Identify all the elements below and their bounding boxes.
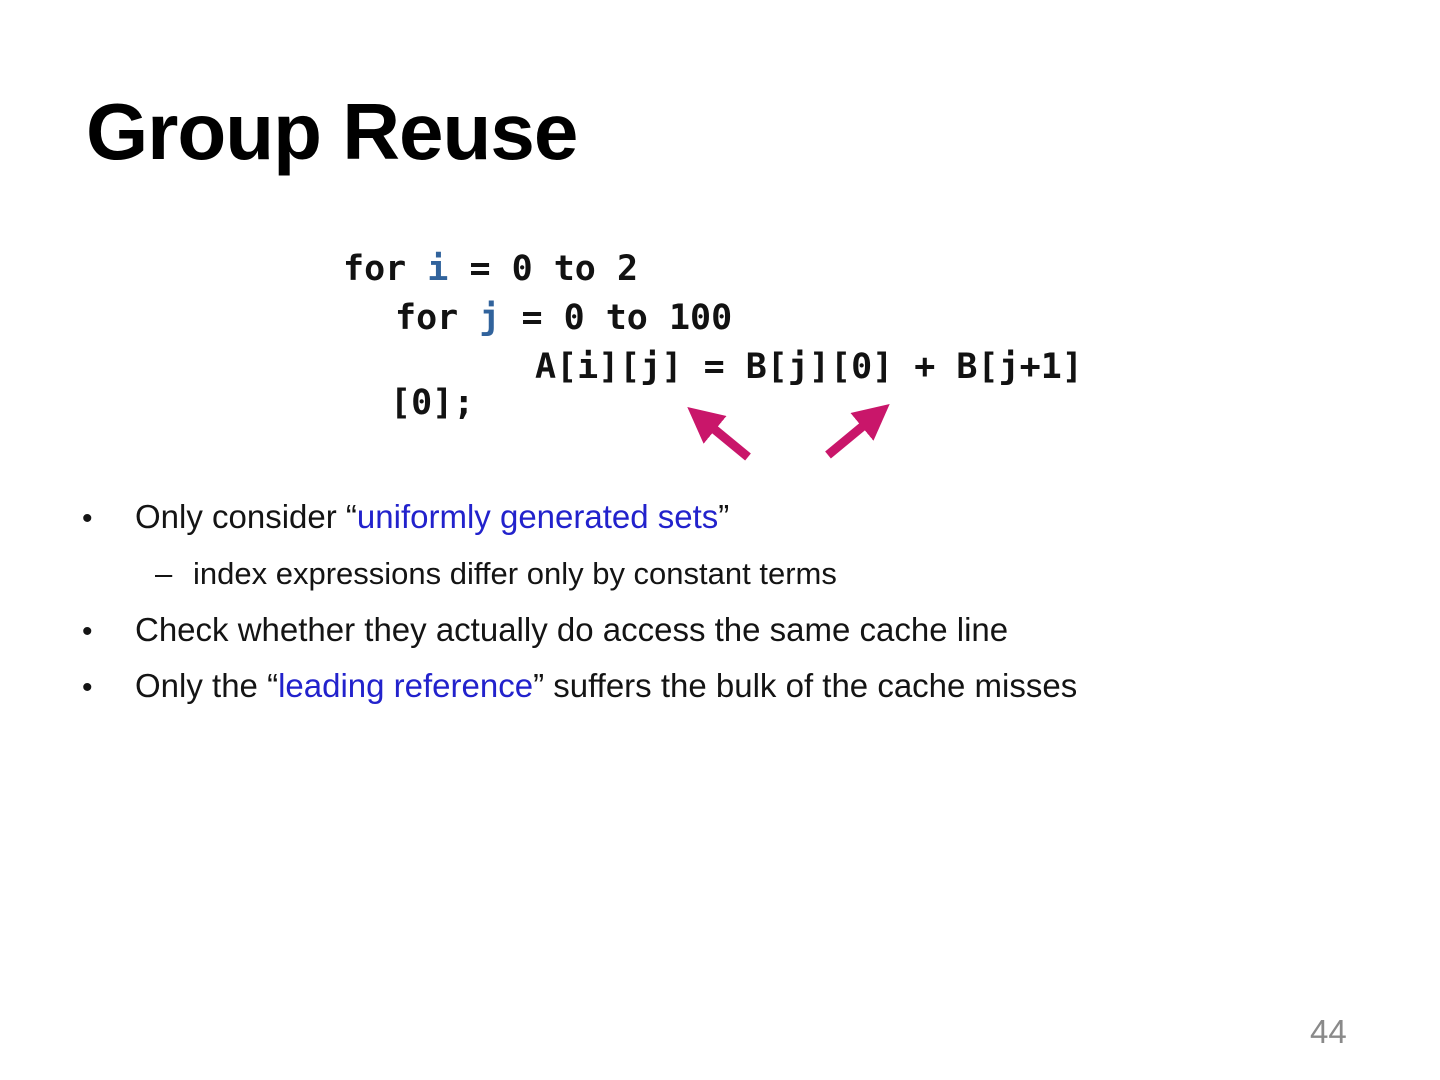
code-text: = 0 to 2 xyxy=(448,249,639,289)
code-var-j: j xyxy=(479,298,501,338)
code-line-statement-wrap: [0]; xyxy=(390,383,475,423)
arrow-up-right-icon xyxy=(828,412,880,455)
bullet-item-uniformly-generated xyxy=(82,498,729,537)
bullet-text-highlight: uniformly generated sets xyxy=(356,498,719,535)
code-line-outer-loop xyxy=(343,249,639,289)
bullet-text: Check whether they actually do access the same cache line xyxy=(135,611,1009,648)
bullet-text-highlight: leading reference xyxy=(278,667,534,704)
code-text: for xyxy=(343,249,428,289)
bullet-item-check-cache-line xyxy=(82,611,1008,650)
code-text: = 0 to 100 xyxy=(500,298,733,338)
code-var-i: i xyxy=(427,249,449,289)
bullet-icon: • xyxy=(82,615,93,648)
page-number: 44 xyxy=(1310,1013,1347,1050)
bullet-item-leading-reference xyxy=(82,667,1077,706)
bullet-icon: • xyxy=(82,671,93,704)
sub-bullet-index-expressions xyxy=(155,556,837,592)
annotation-arrows xyxy=(655,396,925,471)
dash-icon: – xyxy=(155,556,173,591)
code-line-statement: A[i][j] = B[j][0] + B[j+1] xyxy=(535,347,1083,387)
code-line-inner-loop xyxy=(395,298,733,338)
bullet-icon: • xyxy=(82,502,93,535)
bullet-text: ” suffers the bulk of the cache misses xyxy=(533,667,1078,704)
slide-title: Group Reuse xyxy=(86,87,578,176)
bullet-text: Only the “ xyxy=(135,667,279,704)
bullet-text: ” xyxy=(718,498,730,535)
bullet-text: Only consider “ xyxy=(135,498,357,535)
code-text: for xyxy=(395,298,480,338)
sub-bullet-text: index expressions differ only by constant terms xyxy=(193,556,837,591)
arrow-up-left-icon xyxy=(697,415,748,457)
